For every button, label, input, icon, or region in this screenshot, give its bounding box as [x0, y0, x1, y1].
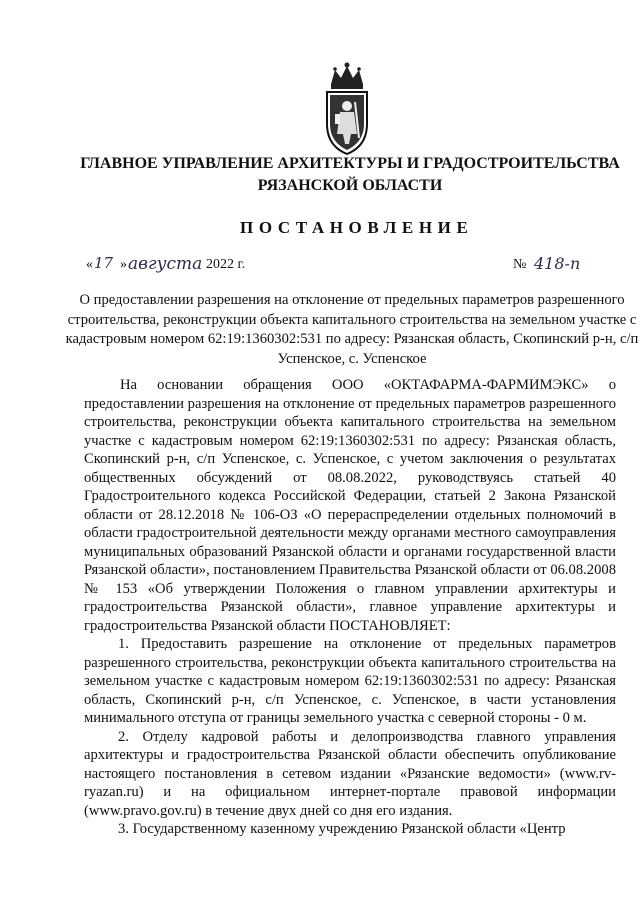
- org-name-line1: ГЛАВНОЕ УПРАВЛЕНИЕ АРХИТЕКТУРЫ И ГРАДОСТРОИТЕЛЬСТВА: [80, 155, 620, 172]
- document-type-title: ПОСТАНОВЛЕНИЕ: [240, 218, 474, 237]
- date-number-row: [86, 254, 606, 278]
- document-body: [84, 376, 616, 839]
- org-name-line2: РЯЗАНСКОЙ ОБЛАСТИ: [257, 177, 443, 194]
- handwritten-day: 17: [94, 254, 114, 272]
- number-sign: №: [513, 257, 527, 272]
- handwritten-number: 418-п: [534, 254, 581, 273]
- date-quote-close: »: [120, 257, 127, 272]
- paragraph-item-2: 2. Отделу кадровой работы и делопроизводства главного управления архитектуры и градостроительства Рязанской области обеспечить опубликование настоящего постановления в сетевом издании «Рязанские ведомости» (www.rv-ryazan.ru) и на официальном интернет-портале правовой информации (www.pravo.gov.ru) в течение двух дней со дня его издания.: [84, 728, 616, 819]
- paragraph-item-3: 3. Государственному казенному учреждению Рязанской области «Центр: [118, 821, 566, 837]
- date-quote-open: «: [86, 257, 93, 272]
- ryazan-coat-of-arms-icon: [321, 62, 373, 157]
- date-year: 2022 г.: [206, 257, 246, 272]
- paragraph-preamble: На основании обращения ООО «ОКТАФАРМА-ФАРМИМЭКС» о предоставлении разрешения на отклонение от предельных параметров разрешенного строительства, реконструкции объекта капитального строительства на земельном участке с кадастровым номером 62:19:1360302:531 по адресу: Рязанская область, Скопинский р-н, с/п Успенское, с. Успенское, с учетом заключения о результатах общественных обсуждений от 08.08.2022, руководствуясь статьей 40 Градостроительного кодекса Российской Федерации, статьей 2 Закона Рязанской области от 28.12.2018 № 106-ОЗ «О перераспределении отдельных полномочий в области градостроительной деятельности между органами местного самоуправления муниципальных образований Рязанской области и органами государственной власти Рязанской области», постановлением Правительства Рязанской области от 06.08.2008 № 153 «Об утверждении Положения о главном управлении архитектуры и градостроительства Рязанской области», главное управление архитектуры и градостроительства Рязанской области ПОСТАНОВЛЯЕТ:: [84, 377, 616, 634]
- paragraph-item-1: 1. Предоставить разрешение на отклонение от предельных параметров разрешенного строительства, реконструкции объекта капитального строительства на земельном участке с кадастровым номером 62:19:1360302:531 по адресу: Рязанская область, Скопинский р-н, с/п Успенское, с. Успенское, в части установления минимального отступа от границы земельного участка с северной стороны - 0 м.: [84, 636, 616, 726]
- handwritten-month: августа: [128, 254, 203, 274]
- document-subject: О предоставлении разрешения на отклонение от предельных параметров разрешенного строительства, реконструкции объекта капитального строительства на земельном участке с кадастровым номером 62:19:1360302:531 по адресу: Рязанская область, Скопинский р-н, с/п Успенское, с. Успенское: [65, 292, 639, 367]
